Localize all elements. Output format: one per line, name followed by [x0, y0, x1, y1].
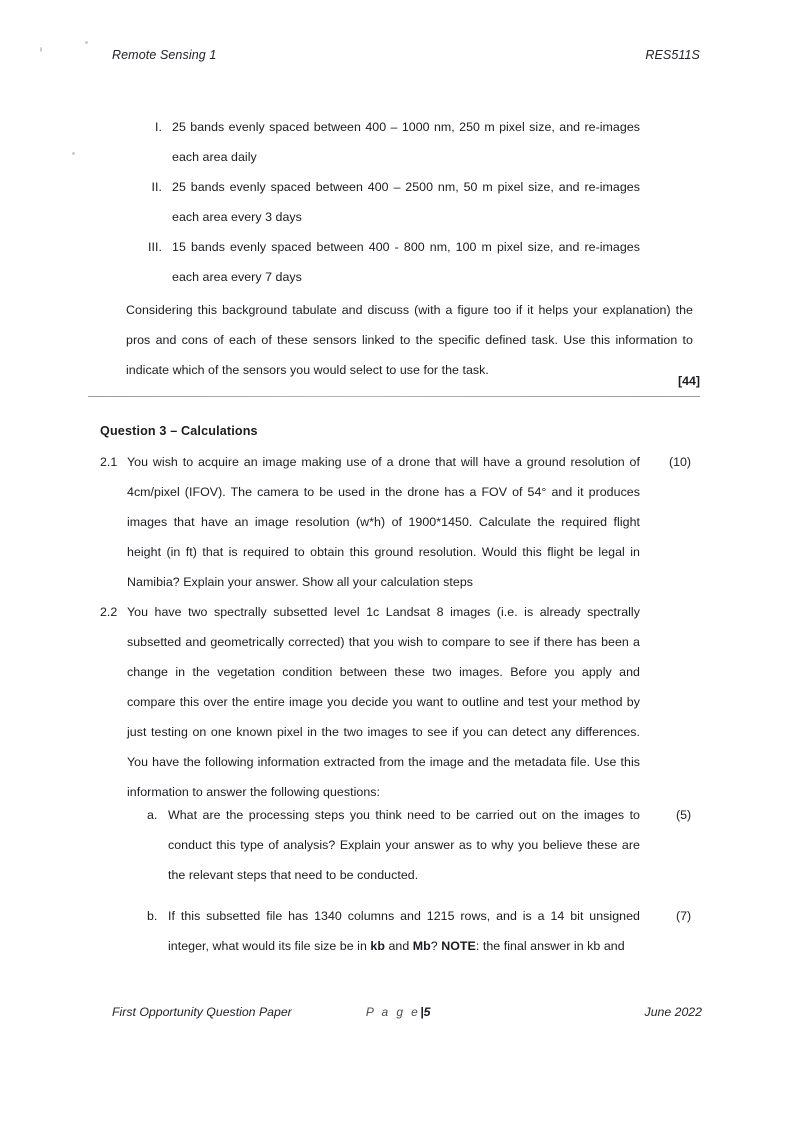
list-marker: II. — [151, 180, 162, 194]
sub-question-bold-kb: kb — [370, 939, 385, 953]
sub-question-mark-a: (5) — [676, 808, 692, 822]
footer-page-indicator — [292, 1005, 645, 1019]
scan-speckle — [40, 47, 42, 52]
question-heading: Question 3 – Calculations — [100, 424, 258, 438]
sub-question-letter: a. — [147, 808, 158, 822]
question-block-2-1 — [100, 447, 640, 597]
list-marker: I. — [155, 120, 162, 134]
question-text: You have two spectrally subsetted level 1c Landsat 8 images (i.e. is already spectrally subsetted and geometrically corrected) that you wish to compare to see if there has been a change in the vegetation condition between these two images. Before you apply and compare this over the entire image you decide you want to outline and test your method by just testing on one known pixel in the two images to see if you can detect any differences. You have the following information extracted from the image and the metadata file. Use this information to answer the following questions: — [127, 605, 640, 799]
page-header — [112, 48, 700, 62]
list-marker: III. — [148, 240, 162, 254]
sub-question-block-a — [147, 800, 640, 890]
question-text: You wish to acquire an image making use of a drone that will have a ground resolution of 4cm/pixel (IFOV). The camera to be used in the drone has a FOV of 54° and it produces images that have an image resolution (w*h) of 1900*1450. Calculate the required flight height (in ft) that is required to obtain this ground resolution. Would this flight be legal in Namibia? Explain your answer. Show all your calculation steps — [127, 455, 640, 589]
footer-right-text: June 2022 — [644, 1005, 702, 1019]
footer-page-label: P a g e — [365, 1005, 421, 1019]
intro-paragraph: Considering this background tabulate and discuss (with a figure too if it helps your explanation) the pros and cons of each of these sensors linked to the specific defined task. Use this information to indicate which of the sensors you would select to use for the task. — [126, 303, 693, 377]
sub-question-letter: b. — [147, 909, 158, 923]
sub-question-mark-b: (7) — [676, 909, 692, 923]
scan-speckle — [85, 41, 88, 44]
sub-question-text-part4: : the final answer in kb and — [475, 939, 625, 953]
sub-question-text — [168, 901, 640, 961]
sub-question-bold-mb: Mb — [412, 939, 431, 953]
list-item — [128, 232, 640, 292]
sub-question-text-part3: ? — [430, 939, 442, 953]
list-item — [128, 172, 640, 232]
section-divider — [88, 396, 700, 397]
page-footer — [112, 1005, 702, 1019]
scan-speckle — [72, 152, 75, 155]
total-mark: [44] — [677, 374, 700, 388]
footer-page-separator: | — [420, 1005, 424, 1019]
sub-question-bold-note: NOTE — [441, 939, 476, 953]
footer-left-text: First Opportunity Question Paper — [112, 1005, 292, 1019]
question-mark-2-1: (10) — [669, 455, 692, 469]
sub-question-text: What are the processing steps you think need to be carried out on the images to conduct this type of analysis? Explain your answer as to why you believe these are the relevant steps that need to be conducted. — [168, 808, 640, 882]
list-item-text: 25 bands evenly spaced between 400 – 1000 nm, 250 m pixel size, and re-images each area daily — [172, 120, 640, 164]
list-item-text: 15 bands evenly spaced between 400 - 800 nm, 100 m pixel size, and re-images each area every 7 days — [172, 240, 640, 284]
question-block-2-2 — [100, 597, 640, 807]
course-code: RES511S — [645, 48, 700, 62]
list-item — [128, 112, 640, 172]
sub-question-text-part2: and — [384, 939, 413, 953]
question-number: 2.2 — [100, 605, 118, 619]
sub-question-block-b — [147, 901, 640, 961]
course-title: Remote Sensing 1 — [112, 48, 217, 62]
sensor-options-list — [128, 112, 640, 292]
sub-question-text-part1: If this subsetted file has 1340 columns and 1215 rows, and is a 14 bit unsigned integer, what would its file size be in — [168, 909, 640, 953]
list-item-text: 25 bands evenly spaced between 400 – 2500 nm, 50 m pixel size, and re-images each area every 3 days — [172, 180, 640, 224]
footer-page-number: 5 — [423, 1005, 431, 1019]
question-number: 2.1 — [100, 455, 118, 469]
